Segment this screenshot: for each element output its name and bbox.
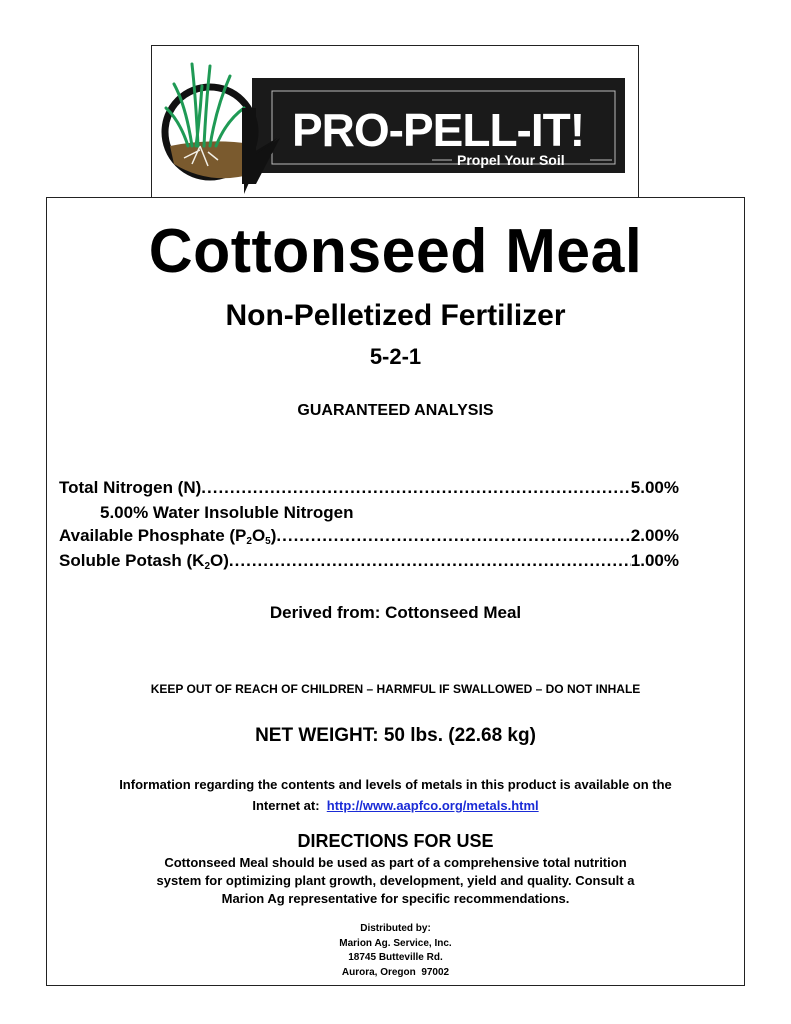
distributor-label: Distributed by: — [360, 923, 431, 934]
directions-line: Marion Ag representative for specific recommendations. — [221, 891, 570, 906]
dot-leader — [276, 526, 630, 546]
dot-leader — [229, 551, 631, 571]
safety-warning: KEEP OUT OF REACH OF CHILDREN – HARMFUL IF SWALLOWED – DO NOT INHALE — [150, 682, 641, 696]
guaranteed-analysis-table — [59, 478, 679, 576]
directions-line: system for optimizing plant growth, development, yield and quality. Consult a — [156, 873, 635, 888]
derived-from: Derived from: Cottonseed Meal — [269, 603, 522, 622]
metals-link[interactable]: http://www.aapfco.org/metals.html — [326, 798, 539, 813]
analysis-subrow-water-insoluble-nitrogen — [59, 503, 679, 526]
metals-info-line2: Internet at: http://www.aapfco.org/metals.html — [252, 798, 539, 813]
guaranteed-analysis-heading: GUARANTEED ANALYSIS — [297, 402, 494, 419]
npk-ratio: 5-2-1 — [369, 344, 422, 369]
analysis-label: Total Nitrogen (N) — [59, 478, 202, 497]
analysis-row-potash — [59, 551, 679, 576]
directions-heading: DIRECTIONS FOR USE — [297, 831, 494, 851]
dot-leader — [201, 478, 631, 498]
directions-line: Cottonseed Meal should be used as part of a comprehensive total nutrition — [164, 855, 627, 870]
brand-tagline: Propel Your Soil — [457, 152, 565, 168]
analysis-value: 2.00% — [630, 526, 679, 545]
distributor-name: Marion Ag. Service, Inc. — [339, 937, 452, 949]
distributor-street: 18745 Butteville Rd. — [348, 952, 443, 963]
analysis-row-phosphate — [59, 526, 679, 551]
analysis-label: Available Phosphate $(P_2O_5)$ — [59, 526, 277, 547]
distributor-city: Aurora, Oregon 97002 — [341, 966, 450, 978]
metals-info-line1: Information regarding the contents and levels of metals in this product is available on the — [119, 777, 672, 792]
product-subtitle: Non-Pelletized Fertilizer — [225, 299, 566, 332]
analysis-row-nitrogen — [59, 478, 679, 503]
product-label — [46, 197, 745, 986]
brand-name: PRO-PELL-IT! — [292, 104, 585, 156]
metals-info — [47, 774, 744, 816]
directions-text — [47, 854, 744, 908]
analysis-value: 5.00% — [630, 478, 679, 497]
brand-logo-icon — [152, 46, 640, 198]
analysis-label: Soluble Potash $(K_2O)$ — [59, 551, 229, 572]
product-title: Cottonseed Meal — [148, 217, 643, 286]
distributor-info — [47, 922, 744, 980]
analysis-sublabel: 5.00% Water Insoluble Nitrogen — [100, 503, 354, 522]
net-weight: NET WEIGHT: 50 lbs. (22.68 kg) — [255, 725, 536, 746]
brand-logo-box — [151, 45, 639, 197]
analysis-value: 1.00% — [630, 551, 679, 570]
